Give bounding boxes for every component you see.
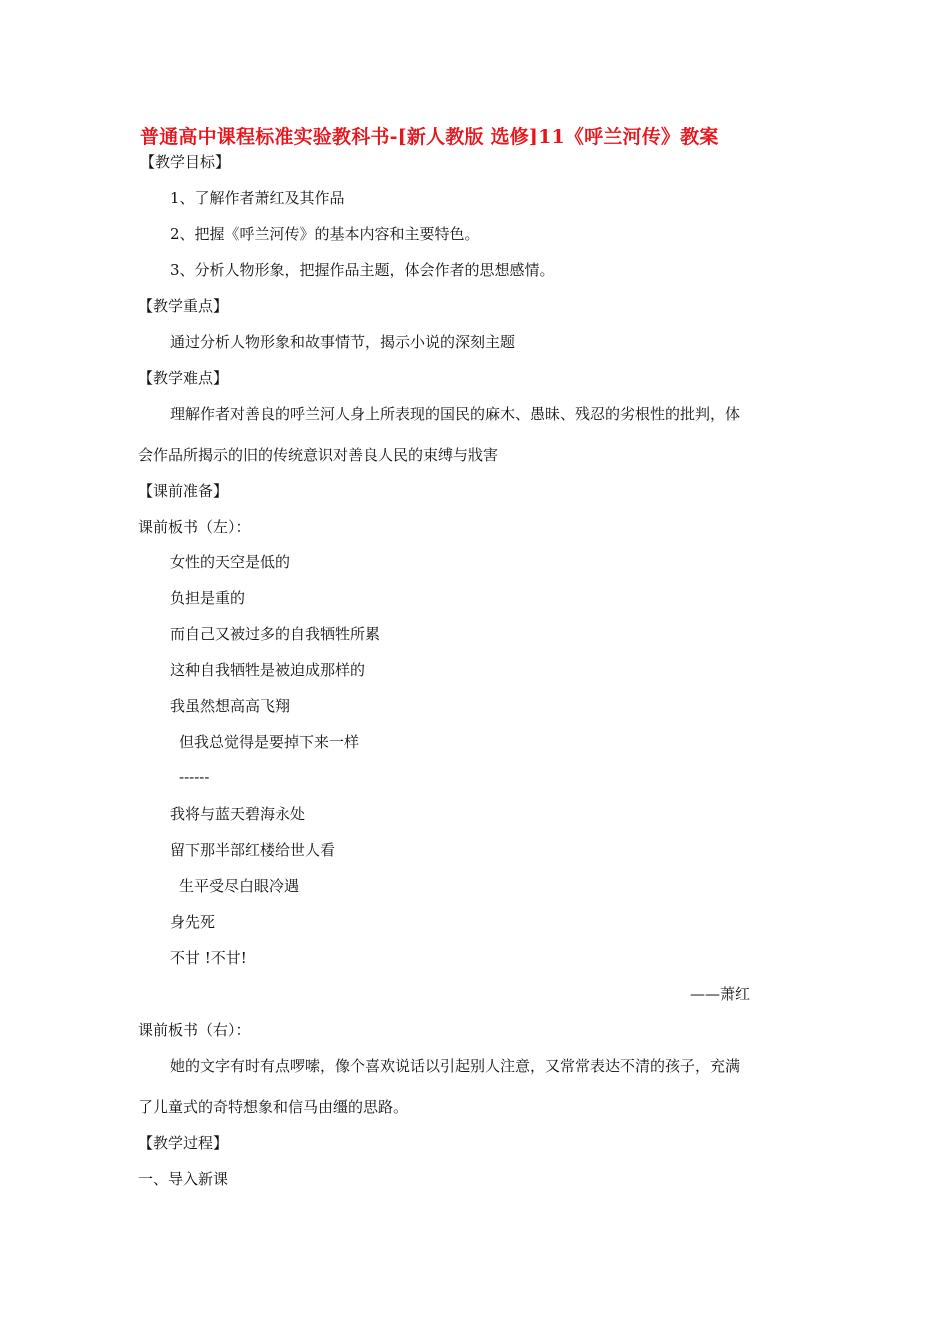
board-right-text-line1: 她的文字有时有点啰嗦，像个喜欢说话以引起别人注意，又常常表达不清的孩子，充满 — [170, 1057, 741, 1075]
objective-item: 3、分析人物形象，把握作品主题，体会作者的思想感情。 — [170, 261, 555, 279]
poem-line: 女性的天空是低的 — [170, 553, 291, 571]
objectives-heading: 【教学目标】 — [140, 153, 231, 171]
key-points-heading: 【教学重点】 — [138, 297, 229, 315]
document-title: 普通高中课程标准实验教科书-[新人教版 选修]11《呼兰河传》教案 — [140, 126, 719, 148]
key-points-text: 通过分析人物形象和故事情节，揭示小说的深刻主题 — [170, 333, 516, 351]
objective-item: 1、了解作者萧红及其作品 — [170, 189, 345, 207]
board-right-label: 课前板书（右）： — [138, 1021, 251, 1039]
poem-line: 我将与蓝天碧海永处 — [170, 805, 306, 823]
objective-item: 2、把握《呼兰河传》的基本内容和主要特色。 — [170, 225, 480, 243]
poem-separator: ------ — [179, 768, 210, 786]
poem-line: 我虽然想高高飞翔 — [170, 697, 291, 715]
poem-line: 这种自我牺牲是被迫成那样的 — [170, 661, 366, 679]
difficulties-text-line2: 会作品所揭示的旧的传统意识对善良人民的束缚与戕害 — [138, 446, 499, 464]
poem-line: 但我总觉得是要掉下来一样 — [179, 733, 360, 751]
poem-line: 而自己又被过多的自我牺牲所累 — [170, 625, 381, 643]
board-left-label: 课前板书（左）： — [138, 518, 251, 536]
difficulties-heading: 【教学难点】 — [138, 369, 229, 387]
poem-attribution: ——萧红 — [690, 985, 751, 1003]
process-step-1: 一、导入新课 — [138, 1170, 229, 1188]
board-right-text-line2: 了儿童式的奇特想象和信马由缰的思路。 — [138, 1098, 409, 1116]
poem-line: 不甘 !不甘! — [170, 949, 247, 967]
preparation-heading: 【课前准备】 — [138, 482, 229, 500]
poem-line: 负担是重的 — [170, 589, 246, 607]
poem-line: 留下那半部红楼给世人看 — [170, 841, 336, 859]
poem-line: 生平受尽白眼冷遇 — [179, 877, 300, 895]
difficulties-text-line1: 理解作者对善良的呼兰河人身上所表现的国民的麻木、愚昧、残忍的劣根性的批判，体 — [170, 405, 741, 423]
poem-line: 身先死 — [170, 913, 216, 931]
process-heading: 【教学过程】 — [138, 1134, 229, 1152]
